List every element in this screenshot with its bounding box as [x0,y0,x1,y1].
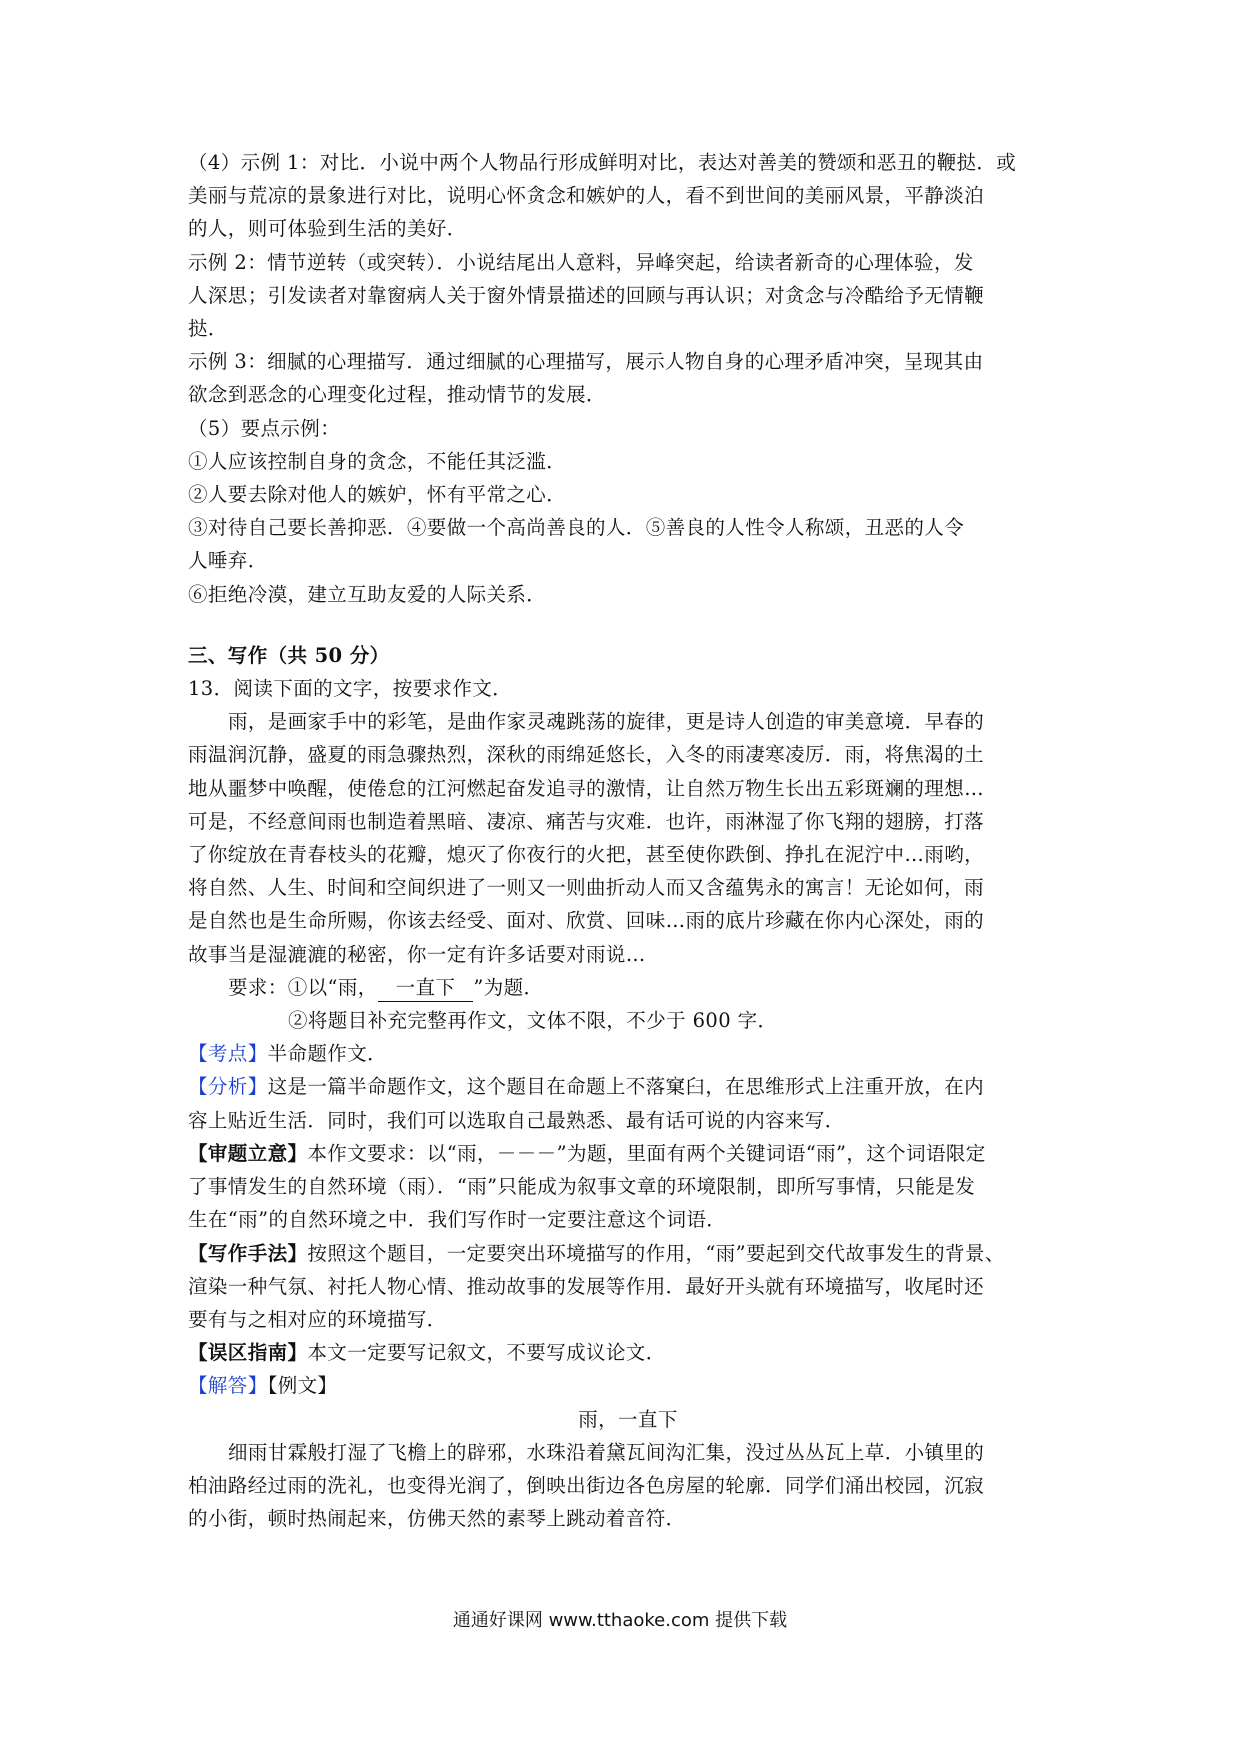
example-tag: 【例文】 [267,1374,338,1398]
section-gap [188,611,1068,639]
wuqu-text: 本文一定要写记叙文，不要写成议论文． [307,1341,666,1365]
q4-line-6: 挞． [188,317,228,341]
page-footer: 通通好课网 www.tthaoke.com 提供下载 [452,1610,788,1631]
shoufa-text-1: 按照这个题目，一定要突出环境描写的作用，“雨”要起到交代故事发生的背景、 [307,1241,1005,1265]
q5-line-5: 人唾弃． [188,549,268,573]
shenti-line-3: 生在“雨”的自然环境之中．我们写作时一定要注意这个词语． [188,1208,727,1232]
document-body [188,146,1068,1535]
kaodian-text: 半命题作文． [267,1042,388,1066]
shenti-text-1: 本作文要求：以“雨，－－－”为题，里面有两个关键词语“雨”，这个词语限定 [307,1141,986,1165]
q4-line-3: 的人，则可体验到生活的美好． [188,217,467,241]
shoufa-row [188,1237,1068,1270]
fenxi-tag: 【分析】 [188,1075,268,1099]
title-blank: 一直下 [378,975,474,1002]
passage-line-1: 雨，是画家手中的彩笔，是曲作家灵魂跳荡的旋律，更是诗人创造的审美意境．早春的 [228,710,985,734]
q13-intro: 13．阅读下面的文字，按要求作文． [188,677,513,701]
q5-line-4: ③对待自己要长善抑恶．④要做一个高尚善良的人．⑤善良的人性令人称颂，丑恶的人令 [188,516,965,540]
passage-line-6: 将自然、人生、时间和空间织进了一则又一则曲折动人而又含蕴隽永的寓言！无论如何，雨 [188,876,985,900]
kaodian-tag: 【考点】 [188,1042,268,1066]
essay-line-1: 细雨甘霖般打湿了飞檐上的辟邪，水珠沿着黛瓦间沟汇集，没过丛丛瓦上草．小镇里的 [228,1440,985,1464]
jieda-row [188,1369,1068,1402]
q4-line-1: （4）示例 1：对比．小说中两个人物品行形成鲜明对比，表达对善美的赞颂和恶丑的鞭挞．或 [188,151,1017,174]
kaodian-row [188,1037,1068,1070]
passage-line-5: 了你绽放在青春枝头的花瓣，熄灭了你夜行的火把，甚至使你跌倒、挣扎在泥泞中…雨哟， [188,843,985,867]
wuqu-tag: 【误区指南】 [188,1341,308,1365]
q5-line-3: ②人要去除对他人的嫉妒，怀有平常之心． [188,483,567,507]
shoufa-tag: 【写作手法】 [188,1241,308,1265]
fenxi-row [188,1070,1068,1103]
passage-line-4: 可是，不经意间雨也制造着黑暗、凄凉、痛苦与灾难．也许，雨淋湿了你飞翔的翅膀，打落 [188,809,985,833]
passage-line-8: 故事当是湿漉漉的秘密，你一定有许多话要对雨说… [188,942,646,966]
jieda-tag: 【解答】 [188,1374,268,1398]
shenti-line-2: 了事情发生的自然环境（雨）．“雨”只能成为叙事文章的环境限制，即所写事情，只能是发 [188,1175,976,1199]
shoufa-line-2: 渲染一种气氛、衬托人物心情、推动故事的发展等作用．最好开头就有环境描写，收尾时还 [188,1274,985,1298]
q5-line-6: ⑥拒绝冷漠，建立互助友爱的人际关系． [188,582,547,606]
section-title: 三、写作（共 50 分） [188,643,390,667]
essay-line-3: 的小街，顿时热闹起来，仿佛天然的素琴上跳动着音符． [188,1507,686,1531]
shenti-tag: 【审题立意】 [188,1141,308,1165]
fenxi-line-2: 容上贴近生活．同时，我们可以选取自己最熟悉、最有话可说的内容来写． [188,1108,845,1132]
essay-title: 雨，一直下 [578,1407,678,1431]
shoufa-line-3: 要有与之相对应的环境描写． [188,1307,447,1331]
passage-line-3: 地从噩梦中唤醒，使倦怠的江河燃起奋发追寻的激情，让自然万物生长出五彩斑斓的理想… [188,776,985,800]
fenxi-text-1: 这是一篇半命题作文，这个题目在命题上不落窠臼，在思维形式上注重开放，在内 [267,1075,985,1099]
requirement-prefix: 要求：①以“雨， [228,975,378,999]
q4-line-4: 示例 2：情节逆转（或突转）．小说结尾出人意料，异峰突起，给读者新奇的心理体验，发 [188,250,974,274]
q5-line-1: （5）要点示例： [188,416,341,440]
shenti-row [188,1137,1068,1170]
wuqu-row [188,1336,1068,1369]
q4-line-7: 示例 3：细腻的心理描写．通过细腻的心理描写，展示人物自身的心理矛盾冲突，呈现其由 [188,350,984,374]
q4-line-2: 美丽与荒凉的景象进行对比，说明心怀贪念和嫉妒的人，看不到世间的美丽风景，平静淡泊 [188,184,985,208]
requirement-line-1 [188,971,1068,1004]
passage-line-7: 是自然也是生命所赐，你该去经受、面对、欣赏、回味…雨的底片珍藏在你内心深处，雨的 [188,909,985,933]
q4-line-8: 欲念到恶念的心理变化过程，推动情节的发展． [188,383,606,407]
q5-line-2: ①人应该控制自身的贪念，不能任其泛滥． [188,449,567,473]
requirement-line-2: ②将题目补充完整再作文，文体不限，不少于 600 字． [288,1009,778,1033]
essay-line-2: 柏油路经过雨的洗礼，也变得光润了，倒映出街边各色房屋的轮廓．同学们涌出校园，沉寂 [188,1473,985,1497]
passage-line-2: 雨温润沉静，盛夏的雨急骤热烈，深秋的雨绵延悠长，入冬的雨凄寒凌厉．雨，将焦渴的土 [188,743,985,767]
q4-line-5: 人深思；引发读者对靠窗病人关于窗外情景描述的回顾与再认识；对贪念与冷酷给予无情鞭 [188,283,985,307]
requirement-suffix: ”为题． [473,975,544,999]
